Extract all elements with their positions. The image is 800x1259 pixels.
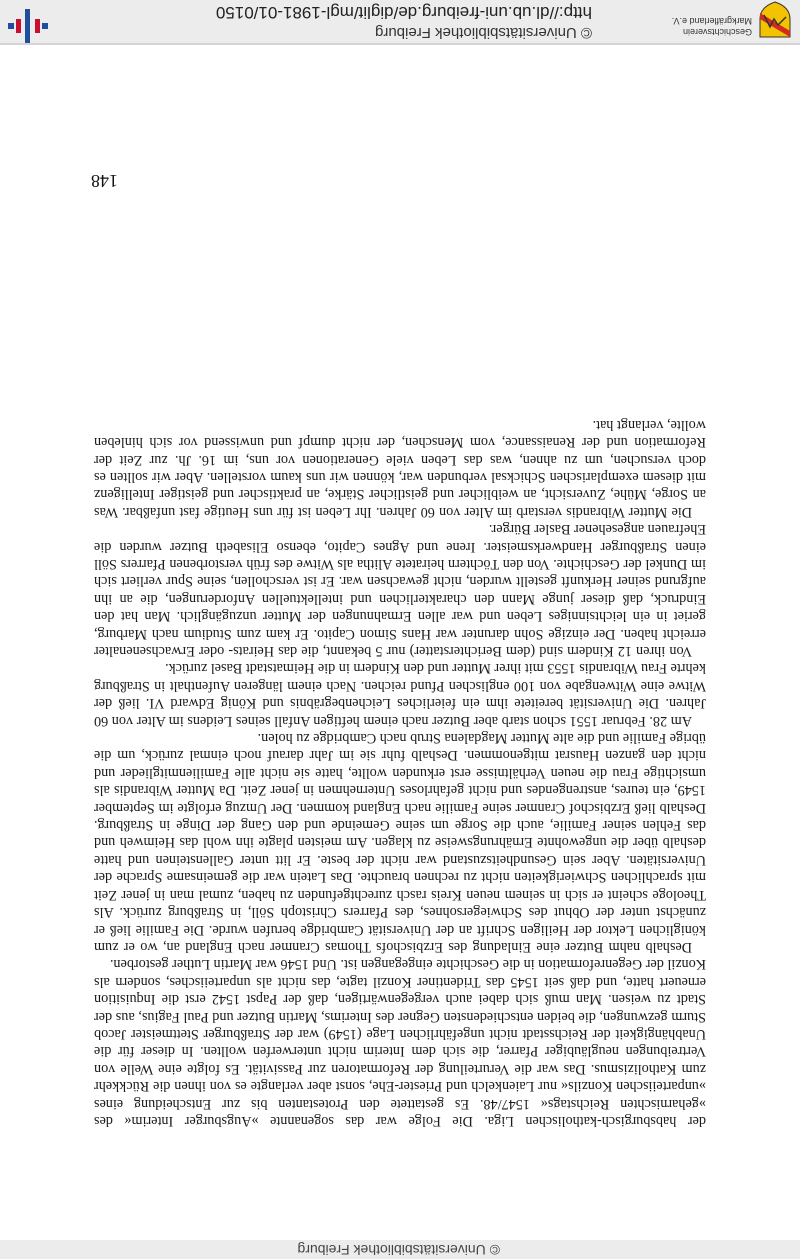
ub-logo-icon — [8, 0, 48, 43]
permalink-url[interactable]: http://dl.ub.uni-freiburg.de/diglit/mgl-1981-01/0150 — [215, 3, 592, 22]
page-number: 148 — [91, 171, 118, 191]
attribution-bar — [0, 0, 800, 44]
society-line-1: Geschichtsverein — [682, 27, 752, 37]
society-crest-icon — [758, 1, 792, 39]
paragraph: Von ihren 12 Kindern sind (dem Berichterstatter) nur 5 bekannt, die das Heirats- oder Erwachsenenalter erreicht haben. Der einzige Sohn darunter war Hans Simon Capito. Er kam zum Studium nach Marburg, geriet in ein leichtsinniges Leben und war allen Ermahnungen der Mutter unzugänglich. Man hat den Eindruck, daß dieser junge Mann den charakterlichen und intellektuellen Anforderungen, die an ihn aufgrund seiner Herkunft gestellt wurden, nicht gewachsen war. Er ist verschollen, seine Spur verliert sich im Dunkel der Geschichte. Von den Töchtern heiratete Alitha als Witwe des früh verstorbenen Pfarrers Söll einen Straßburger Handwerksmeister. Irene und Agnes Capito, ebenso Elisabeth Butzer wurden die Ehefrauen angesehener Basler Bürger. — [94, 521, 706, 660]
partial-copyright-text: © Universitätsbibliothek Freiburg — [297, 1242, 500, 1258]
paragraph: Deshalb nahm Butzer eine Einladung des Erzbischofs Thomas Cranmer nach England an, wo er zum königlichen Lektor der Heiligen Schrift an der Universität Cambridge berufen wurde. Die Familie ließ er zunächst unter der Obhut des Schwiegersohnes, des Pfarrers Christoph Söll, in Straßburg zurück. Als Theologe scheint er sich in seinem neuen Kreis rasch zurechtgefunden zu haben, zumal man in jener Zeit mit sprachlichen Schwierigkeiten nicht zu rechnen brauchte. Das Latein war die gemeinsame Sprache der Universitäten. Aber sein Gesundheitszustand war nicht der beste. Er litt unter Gallensteinen und hatte deshalb über die ungewohnte Ernährungsweise zu klagen. Am meisten plagte ihn wohl das Heimweh und das Fehlen seiner Familie, auch die Sorge um seine Gemeinde und den Gang der Dinge in Straßburg. Deshalb ließ Erzbischof Cranmer seine Familie nach England kommen. Der Umzug erfolgte im September 1549, ein teures, anstrengendes und nicht gefahrloses Unternehmen in jener Zeit. Da Mutter Wibrandis als umsichtige Frau die neuen Verhältnisse erst erkunden wollte, hatte sie nicht alle Familienmitglieder und nicht den ganzen Hausrat mitgenommen. Deshalb fuhr sie im Jahr darauf noch einmal zurück, um die übrige Familie und die alte Mutter Magdalena Strub nach Cambridge zu holen. — [94, 730, 706, 955]
page-body-text — [94, 415, 706, 1129]
partial-attribution-bar — [0, 1240, 800, 1259]
paragraph: Die Mutter Wibrandis verstarb im Alter von 60 Jahren. Ihr Leben ist für uns Heutige fast unfaßbar. Was an Sorge, Mühe, Zuversicht, an weiblicher und geistlicher Stärke, an praktischer und geistiger Intelligenz mit diesem exemplarischen Schicksal verbunden war, können wir uns kaum vorstellen. Aber wir sollten es doch versuchen, um zu ahnen, was das Leben viele Generationen vor uns, im 16. Jh. zur Zeit der Reformation und der Renaissance, vom Menschen, der nicht dumpf und unwissend vor sich hinleben wollte, verlangt hat. — [94, 416, 706, 520]
paragraph: Am 28. Februar 1551 schon starb aber Butzer nach einem heftigen Anfall seines Leidens im Alter von 60 Jahren. Die Universität bereitete ihm ein feierliches Leichenbegräbnis und König Edward VI. ließ der Witwe eine Witwengabe von 100 englischen Pfund reichen. Nach einem längeren Aufenthalt in Straßburg kehrte Frau Wibrandis 1553 mit ihrer Mutter und den Kindern in die Heimatstadt Basel zurück. — [94, 660, 706, 729]
society-line-2: Markgräflerland e.V. — [671, 16, 752, 26]
paragraph: der habsburgisch-katholischen Liga. Die Folge war das sogenannte »Augsburger Interim« des »geharnischten Reichstags« 1547/48. Es gestattete den Protestanten bis zur Entscheidung eines »unparteiischen Konzils« nur Laienkelch und Priester-Ehe, sonst aber verlangte es von ihnen die Rückkehr zum Katholizismus. Das war die Verurteilung der Reformatoren zur Passivität. Es folgte eine Welle von Vertreibungen neugläubiger Pfarrer, die sich dem Interim nicht unterwerfen wollten. In dieser für die Unabhängigkeit der Reichsstadt nicht ungefährlichen Lage (1549) war der Straßburger Stettmeister Jacob Sturm gezwungen, die beiden entschiedensten Gegner des Interims, Martin Butzer und Paul Fagius, aus der Stadt zu weisen. Man muß sich dabei auch vergegenwärtigen, daß der Papst 1542 erst die Inquisition erneuert hatte, und daß seit 1545 das Tridentiner Konzil tagte, das nicht als unparteiisches, sondern als Konzil der Gegenreformation in die Geschichte eingegangen ist. Und 1546 war Martin Luther gestorben. — [94, 956, 706, 1129]
society-name — [672, 15, 752, 37]
copyright-text: © Universitätsbibliothek Freiburg — [375, 24, 592, 41]
